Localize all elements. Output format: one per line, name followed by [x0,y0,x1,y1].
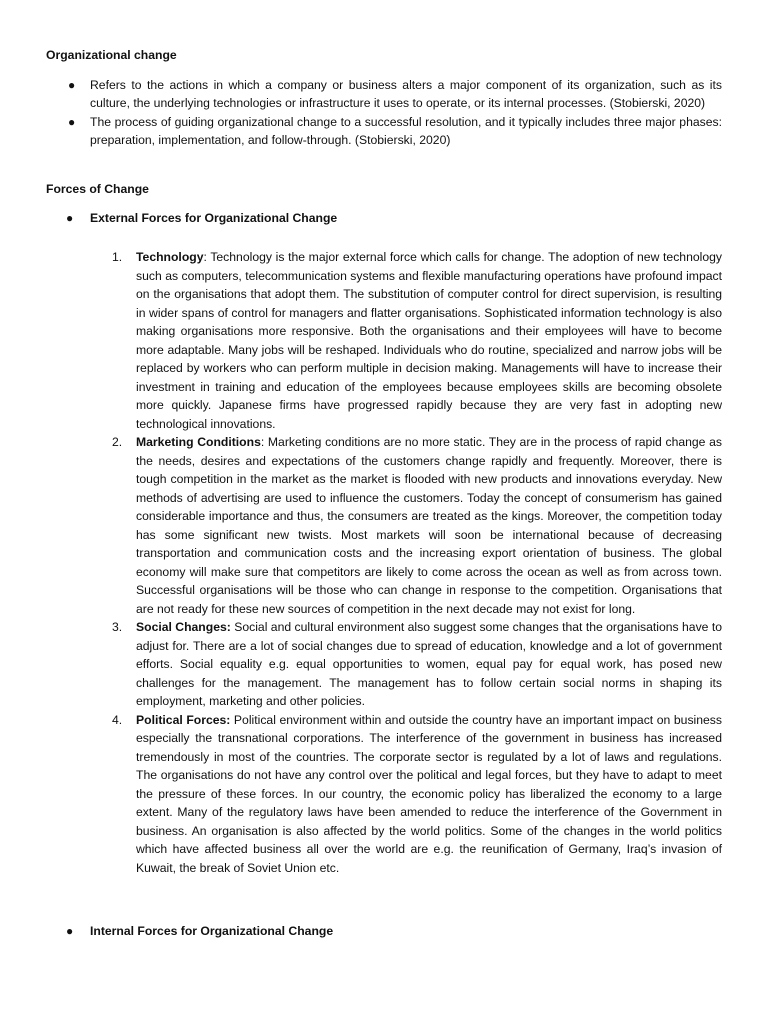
definition-text: Refers to the actions in which a company or business alters a major component of its organization, such as its culture, the underlying technologies or infrastructure it uses to operate, or its internal processes. (Stobierski, 2020) [90,78,722,111]
item-term: Technology [136,250,204,264]
forces-heading: Forces of Change [46,182,149,196]
item-text: Technology is the major external force which calls for change. The adoption of new technology such as computers, telecommunication systems and flexible manufacturing operations have profound impact on the organisations that adopt them. The substitution of computer control for direct supervision, is resulting in wider spans of control for managers and flatter organisations. Sophisticated information technology is also making organisations more responsive. Both the organisations and their employees will have to become more adaptable. Many jobs will be reshaped. Individuals who do routine, specialized and narrow jobs will be replaced by workers who can perform multiple in decision making. Managements will have to increase their investment in training and education of the employees because employees skills are becoming obsolete more quickly. Japanese firms have progressed rapidly because they are very fast in adopting new technological innovations. [136,250,722,431]
internal-forces-heading [66,924,334,938]
bullet-icon: ● [66,211,74,225]
item-separator: : [260,435,265,449]
list-item [46,113,722,150]
item-separator: : [203,250,207,264]
external-forces-list [112,248,722,877]
item-number: 3. [112,620,123,634]
bullet-icon: ● [66,924,74,938]
item-number: 2. [112,435,123,449]
section-title: Organizational change [46,48,177,62]
list-item [46,76,722,113]
list-item [112,618,722,711]
bullet-icon: ● [68,78,76,92]
item-text: Social and cultural environment also suggest some changes that the organisations have to adjust for. There are a lot of social changes due to spread of education, knowledge and a lot of government efforts. Social equality e.g. equal opportunities to women, equal pay for equal work, has posed new challenges for the management. The management has to follow certain social norms in shaping its employment, marketing and other policies. [136,620,723,708]
item-term: Political Forces: [136,712,231,727]
list-item [112,248,722,433]
list-item [112,433,722,618]
external-forces-label: External Forces for Organizational Change [90,211,338,225]
list-item [112,711,722,878]
item-text: Marketing conditions are no more static. They are in the process of rapid change as the needs, desires and expectations of the customers change rapidly and frequently. Moreover, there is tough competition in the market as the market is flooded with new products and innovations everyday. New methods of advertising are used to influence the customers. Today the concept of consumerism has gained considerable importance and thus, the consumers are treated as the kings. Moreover, the competition today has some significant new twists. Most markets will soon be international because of decreasing transportation and communication costs and the increasing export orientation of business. The global economy will make sure that competitors are likely to come across the ocean as well as from across town. Successful organisations will be those who can change in response to the competition. Organisations that are not ready for these new sources of competition in the next decade may not exist for long. [136,435,722,616]
definition-list [46,76,722,150]
internal-forces-label: Internal Forces for Organizational Change [90,924,334,938]
item-term: Social Changes: [136,620,231,634]
bullet-icon: ● [68,114,76,129]
item-term: Marketing Conditions [136,435,261,449]
external-forces-heading [66,211,338,225]
item-number: 4. [112,712,123,727]
item-number: 1. [112,250,123,264]
item-text: Political environment within and outside the country have an important impact on business especially the transnational corporations. The interference of the government in business has increased tremendously in most of the countries. The corporate sector is regulated by a lot of laws and regulations. The organisations do not have any control over the political and legal forces, but they have to adapt to meet the pressure of these forces. In our country, the economic policy has liberalized the economy to a large extent. Many of the regulatory laws have been amended to reduce the interference of the Government in business. An organisation is also affected by the world politics. Some of the changes in the world politics which have affected business all over the world are e.g. the reunification of Germany, Iraq’s invasion of Kuwait, the break of Soviet Union etc. [136,712,722,875]
definition-text: The process of guiding organizational change to a successful resolution, and it typically includes three major phases: preparation, implementation, and follow-through. (Stobierski, 2020) [90,114,722,148]
